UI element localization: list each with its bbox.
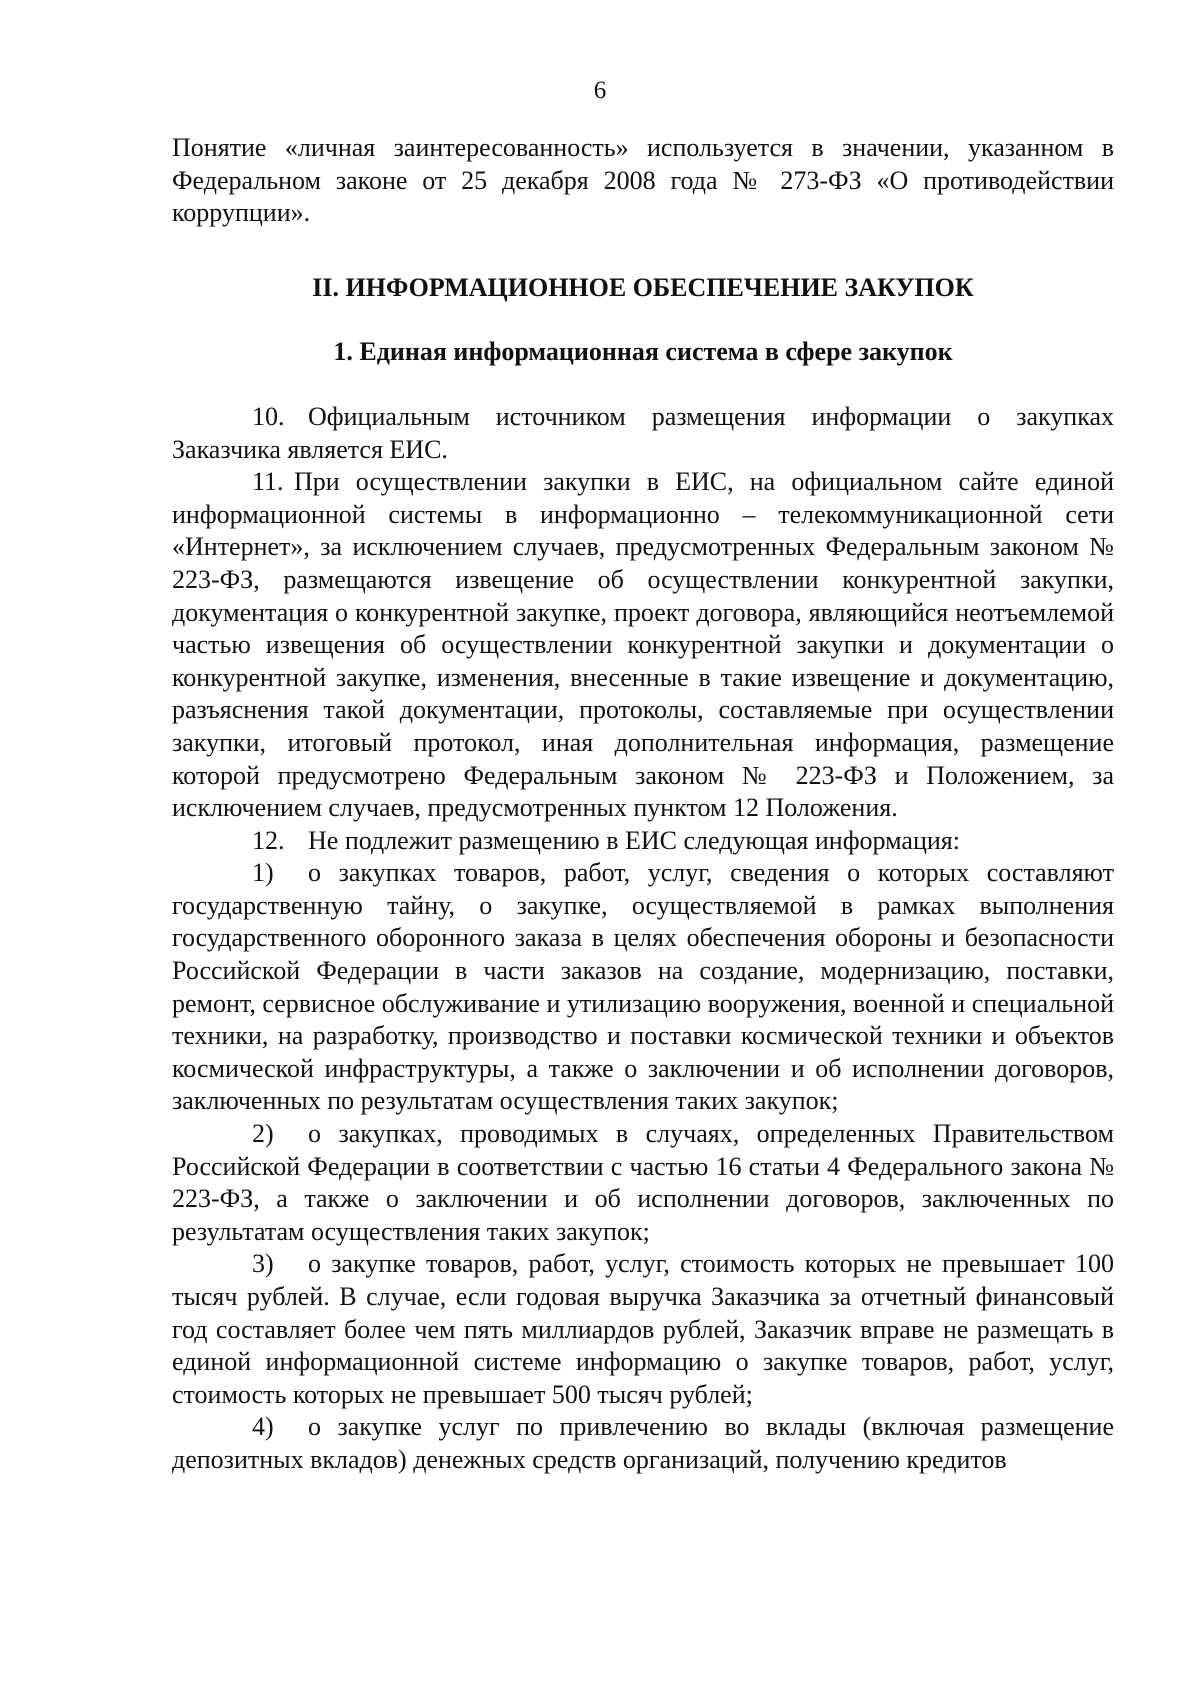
clause-11 xyxy=(172,466,1114,825)
clause-number: 1) xyxy=(252,858,274,888)
clause-text: Не подлежит размещению в ЕИС следующая информация: xyxy=(308,825,960,855)
clause-number: 10. xyxy=(252,401,285,431)
section-subtitle: 1. Единая информационная система в сфере закупок xyxy=(333,337,953,367)
clause-12-item-3 xyxy=(172,1248,1114,1411)
clause-12-item-4 xyxy=(172,1411,1114,1476)
page-number: 6 xyxy=(593,77,607,104)
intro-paragraph: Понятие «личная заинтересованность» используется в значении, указанном в Федеральном законе от 25 декабря 2008 года № 273-ФЗ «О противодействии коррупции». xyxy=(172,133,1114,228)
clause-number: 3) xyxy=(252,1249,274,1279)
clause-text: о закупках товаров, работ, услуг, сведения о которых составляют государственную тайну, о закупке, осуществляемой в рамках выполнения государственного оборонного заказа в целях обеспечения обороны и безопасности Российской Федерации в части заказов на создание, модернизацию, поставки, ремонт, сервисное обслуживание и утилизацию вооружения, военной и специальной техники, на разработку, производство и поставки космической техники и объектов космической инфраструктуры, а также о заключении и об исполнении договоров, заключенных по результатам осуществления таких закупок; xyxy=(172,858,1114,1116)
clause-text: о закупке услуг по привлечению во вклады (включая размещение депозитных вкладов) денежных средств организаций, получению кредитов xyxy=(172,1412,1114,1474)
clause-text: При осуществлении закупки в ЕИС, на официальном сайте единой информационной системы в информационно – телекоммуникационной сети «Интернет», за исключением случаев, предусмотренных Федеральным законом № 223-ФЗ, размещаются извещение об осуществлении конкурентной закупки, документация о конкурентной закупке, проект договора, являющийся неотъемлемой частью извещения об осуществлении конкурентной закупки и документации о конкурентной закупке, изменения, внесенные в такие извещение и документацию, разъяснения такой документации, протоколы, составляемые при осуществлении закупки, итоговый протокол, иная дополнительная информация, размещение которой предусмотрено Федеральным законом № 223-ФЗ и Положением, за исключением случаев, предусмотренных пунктом 12 Положения. xyxy=(172,467,1114,823)
clause-number: 4) xyxy=(252,1412,274,1442)
clause-10 xyxy=(172,401,1114,466)
clause-number: 11. xyxy=(252,467,284,497)
clause-number: 12. xyxy=(252,825,285,855)
clause-12-item-2 xyxy=(172,1118,1114,1248)
section-title: II. ИНФОРМАЦИОННОЕ ОБЕСПЕЧЕНИЕ ЗАКУПОК xyxy=(312,272,974,302)
clause-12-item-1 xyxy=(172,857,1114,1118)
clause-text: о закупке товаров, работ, услуг, стоимость которых не превышает 100 тысяч рублей. В случае, если годовая выручка Заказчика за отчетный финансовый год составляет более чем пять миллиардов рублей, Заказчик вправе не размещать в единой информационной системе информацию о закупке товаров, работ, услуг, стоимость которых не превышает 500 тысяч рублей; xyxy=(172,1249,1114,1409)
clause-text: Официальным источником размещения информации о закупках Заказчика является ЕИС. xyxy=(172,401,1114,464)
clause-number: 2) xyxy=(252,1119,274,1149)
clause-12 xyxy=(172,825,1114,858)
page-content xyxy=(172,132,1114,1477)
clause-text: о закупках, проводимых в случаях, определенных Правительством Российской Федерации в соответствии с частью 16 статьи 4 Федерального закона № 223-ФЗ, а также о заключении и об исполнении договоров, заключенных по результатам осуществления таких закупок; xyxy=(172,1119,1114,1246)
